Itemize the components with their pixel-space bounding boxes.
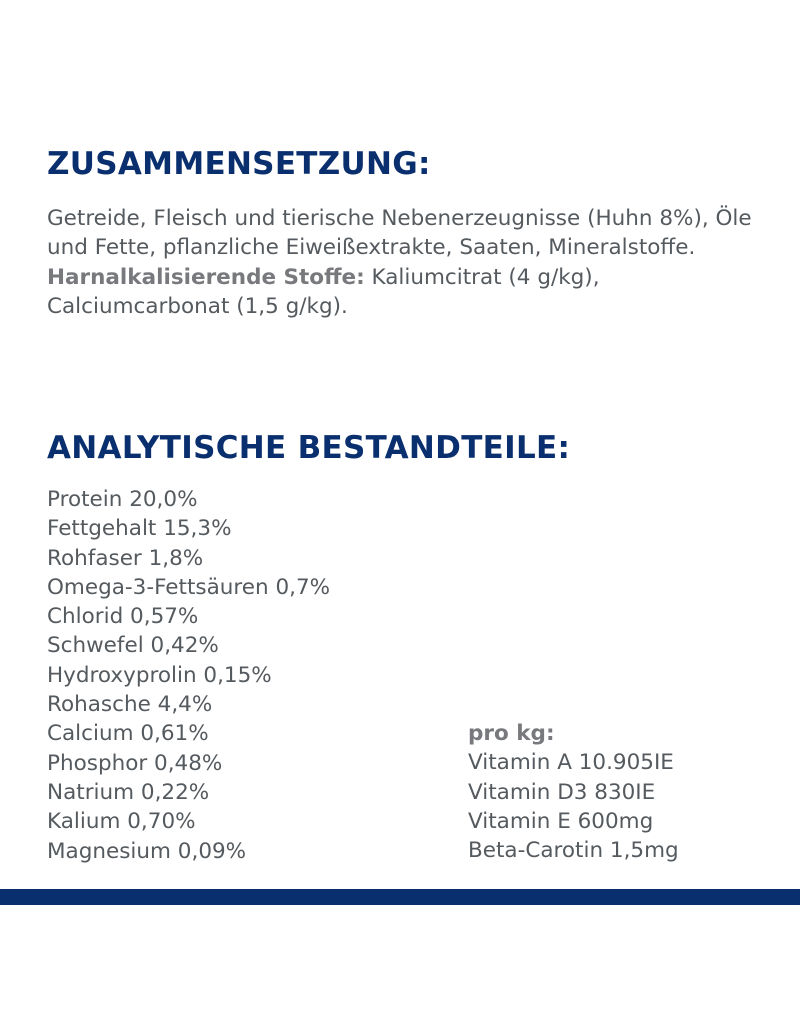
analysis-item: Magnesium 0,09% bbox=[47, 838, 247, 864]
analysis-item: Omega-3-Fettsäuren 0,7% bbox=[47, 574, 331, 600]
analysis-heading: ANALYTISCHE BESTANDTEILE: bbox=[47, 430, 571, 466]
analysis-item: Calcium 0,61% bbox=[47, 721, 209, 747]
composition-heading: ZUSAMMENSETZUNG: bbox=[47, 146, 431, 182]
analysis-item: Schwefel 0,42% bbox=[47, 633, 219, 659]
per-kg-block bbox=[468, 719, 679, 865]
analysis-item: Fettgehalt 15,3% bbox=[47, 516, 232, 542]
per-kg-item: Vitamin D3 830IE bbox=[468, 779, 656, 805]
analysis-item: Protein 20,0% bbox=[47, 487, 198, 512]
analysis-item: Rohasche 4,4% bbox=[47, 692, 213, 718]
analysis-item: Chlorid 0,57% bbox=[47, 604, 199, 630]
per-kg-list bbox=[468, 748, 679, 865]
analysis-item: Phosphor 0,48% bbox=[47, 750, 223, 776]
composition-ingredients: Getreide, Fleisch und tierische Nebenerzeugnisse (Huhn 8%), Öle und Fette, pflanzliche Eiweißextrakte, Saaten, Mineralstoffe. bbox=[47, 206, 752, 261]
analysis-item: Natrium 0,22% bbox=[47, 779, 210, 805]
analysis-list bbox=[47, 485, 330, 866]
footer-bar bbox=[0, 889, 800, 905]
analysis-item: Kalium 0,70% bbox=[47, 809, 196, 835]
alkalizing-text: Kaliumcitrat (4 g/kg), Calciumcarbonat (1,5 g/kg). bbox=[47, 264, 600, 319]
analysis-item: Hydroxyprolin 0,15% bbox=[47, 662, 272, 688]
analysis-item: Rohfaser 1,8% bbox=[47, 545, 204, 571]
per-kg-item: Vitamin E 600mg bbox=[468, 808, 654, 834]
alkalizing-label: Harnalkalisierende Stoffe: bbox=[47, 264, 365, 290]
composition-text bbox=[47, 204, 767, 321]
per-kg-item: Beta-Carotin 1,5mg bbox=[468, 838, 679, 864]
per-kg-title: pro kg: bbox=[468, 721, 555, 746]
per-kg-item: Vitamin A 10.905IE bbox=[468, 750, 674, 776]
